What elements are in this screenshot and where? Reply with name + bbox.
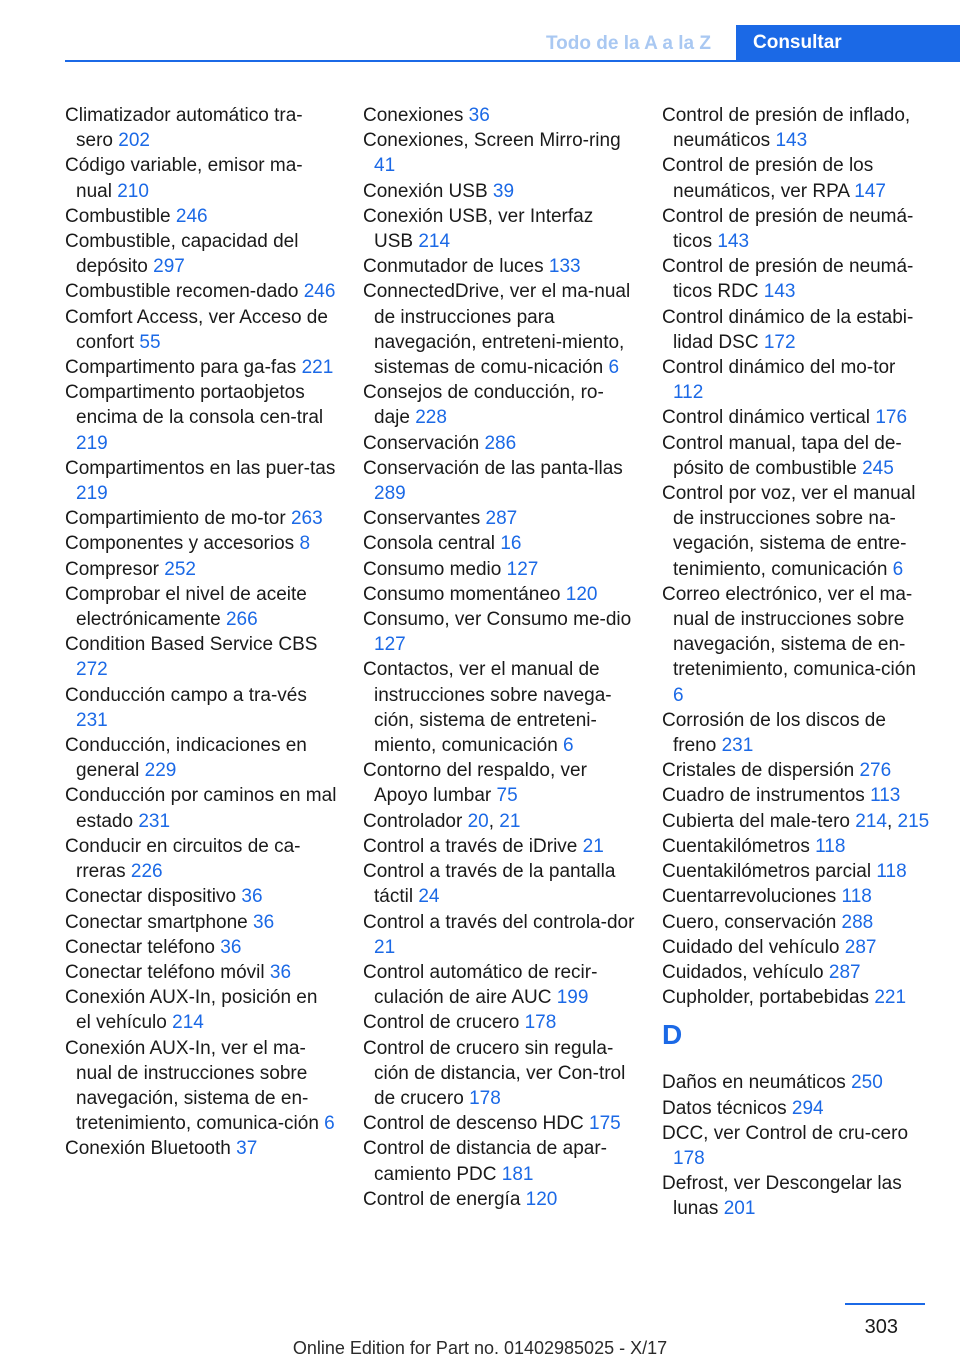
- page-link[interactable]: 172: [763, 331, 796, 353]
- index-entry-text: Contactos, ver el manual de instrucciones sobre navega-ción, sistema de entreteni-miento, comunicación: [363, 659, 612, 757]
- index-letter-heading: D: [662, 1019, 683, 1051]
- index-entry-text: Comprobar el nivel de aceite electrónicamente: [65, 583, 307, 631]
- page-link[interactable]: 39: [492, 180, 515, 202]
- page-link[interactable]: 246: [303, 281, 336, 303]
- page-link[interactable]: 201: [723, 1198, 756, 1220]
- index-entry-text: Control de presión de inflado, neumáticos: [662, 105, 911, 152]
- page-link[interactable]: 221: [874, 987, 907, 1009]
- page-link[interactable]: 21: [582, 835, 604, 857]
- index-entry-text: Conmutador de luces: [363, 256, 544, 278]
- index-entry-text: Control de crucero: [363, 1012, 520, 1034]
- index-entry-text: Conservación de las panta-llas: [363, 457, 623, 479]
- index-entry-text: Cuadro de instrumentos: [662, 785, 865, 807]
- page-link[interactable]: 41: [374, 155, 396, 177]
- index-entry-text: Conservación: [363, 432, 480, 454]
- index-entry: [662, 758, 930, 783]
- page-link[interactable]: 228: [415, 407, 447, 429]
- page-link[interactable]: 21: [374, 936, 396, 958]
- page-link[interactable]: 36: [269, 961, 292, 983]
- index-entry-text: Combustible recomen-dado: [65, 281, 299, 303]
- index-entry: [662, 204, 930, 254]
- index-entry: [662, 960, 930, 985]
- page-link[interactable]: 143: [763, 281, 796, 303]
- index-entry: [662, 1096, 930, 1121]
- page-link[interactable]: 127: [506, 558, 539, 580]
- index-entry-text: Controlador: [363, 810, 463, 832]
- page-link[interactable]: 289: [374, 483, 406, 505]
- page-link[interactable]: 229: [144, 760, 177, 782]
- tab-consultar-label: Consultar: [753, 32, 842, 53]
- index-entry: [662, 103, 930, 153]
- index-entry-text: Control de energía: [363, 1188, 521, 1210]
- index-entry: [363, 1136, 635, 1186]
- index-entry: [363, 557, 635, 582]
- section-title[interactable]: Todo de la A a la Z: [545, 33, 711, 54]
- index-entry-text: Conducción, indicaciones en general: [65, 735, 307, 782]
- index-entry-text: Conexión AUX-In, posición en el vehículo: [65, 987, 318, 1034]
- index-entry-text: Conexiones: [363, 105, 464, 126]
- index-entry-text: DCC, ver Control de cru-cero: [662, 1122, 909, 1144]
- index-entry-text: Conexión Bluetooth: [65, 1138, 231, 1160]
- index-entry-text: Conexión USB: [363, 180, 488, 202]
- page-link[interactable]: 272: [76, 659, 108, 681]
- index-entry: [65, 960, 337, 985]
- index-entry: [363, 103, 635, 128]
- page-link[interactable]: 219: [76, 432, 108, 454]
- page-link[interactable]: 6: [673, 684, 684, 706]
- page-link[interactable]: 287: [844, 936, 877, 958]
- index-entry: [363, 456, 635, 506]
- index-entry: [65, 229, 337, 279]
- page-link[interactable]: 219: [76, 483, 108, 505]
- index-entry: [363, 607, 635, 657]
- index-entry-text: Condition Based Service CBS: [65, 634, 318, 656]
- page-link[interactable]: 36: [468, 105, 490, 126]
- page-link[interactable]: 118: [815, 835, 846, 857]
- index-entry: [662, 1171, 930, 1221]
- index-entry: [65, 1036, 337, 1137]
- index-entry-text: Cristales de dispersión: [662, 760, 855, 782]
- index-entry: Cubierta del male-tero 214, 215: [662, 810, 930, 832]
- index-entry-text: Compartimiento de mo-tor: [65, 508, 286, 530]
- page-link[interactable]: 118: [876, 861, 907, 883]
- page-link[interactable]: 112: [673, 382, 704, 404]
- index-entry: [662, 153, 930, 203]
- page-link[interactable]: 181: [501, 1163, 534, 1185]
- page-link[interactable]: 6: [892, 558, 904, 580]
- index-entry: [65, 456, 337, 506]
- index-entry-text: ConnectedDrive, ver el ma-nual de instrucciones para navegación, entreteni-miento, sistemas de comu-nicación: [363, 281, 631, 379]
- index-entry-text: Control automático de recir-culación de aire AUC: [363, 961, 598, 1009]
- index-entry-text: Control a través de la pantalla táctil: [363, 861, 616, 908]
- page-link[interactable]: 287: [828, 961, 861, 983]
- index-entry-text: Conservantes: [363, 508, 481, 530]
- page-link[interactable]: 288: [841, 911, 874, 933]
- page-link[interactable]: 21: [499, 810, 521, 832]
- page-link[interactable]: 210: [117, 180, 149, 202]
- page-link[interactable]: 276: [859, 760, 892, 782]
- index-entry-text: Combustible: [65, 205, 171, 227]
- index-entry: [65, 733, 337, 783]
- index-entry: [363, 531, 635, 556]
- page-link[interactable]: 250: [851, 1072, 883, 1094]
- index-entry-text: Conectar teléfono móvil: [65, 961, 265, 983]
- page-link[interactable]: 176: [875, 407, 908, 429]
- index-entry-text: Conducción por caminos en mal estado: [65, 785, 337, 832]
- page-link[interactable]: 6: [324, 1113, 335, 1135]
- index-entry-text: Cupholder, portabebidas: [662, 987, 870, 1009]
- page-link[interactable]: 8: [299, 533, 311, 555]
- page-link[interactable]: 120: [565, 583, 598, 605]
- edition-footer: Online Edition for Part no. 01402985025 - X/17: [292, 1338, 668, 1358]
- page-link[interactable]: 113: [870, 785, 901, 807]
- page-link[interactable]: 36: [253, 911, 275, 933]
- page-link[interactable]: 202: [118, 130, 150, 152]
- index-entry-text: Cuero, conservación: [662, 911, 837, 933]
- page-link[interactable]: 175: [589, 1113, 621, 1135]
- index-entry-text: Control de presión de neumá-ticos RDC: [662, 256, 914, 303]
- index-entry-text: Control a través de iDrive: [363, 835, 578, 857]
- index-entry: [363, 1111, 635, 1136]
- index-entry: [65, 506, 337, 531]
- index-entry-text: Contorno del respaldo, ver Apoyo lumbar: [363, 760, 587, 807]
- index-entry: [662, 884, 930, 909]
- page-link[interactable]: 231: [721, 735, 754, 757]
- page-link[interactable]: 36: [220, 936, 242, 958]
- index-entry: [65, 910, 337, 935]
- index-entry: [363, 960, 635, 1010]
- index-entry-text: Corrosión de los discos de freno: [662, 709, 886, 757]
- index-entry: [662, 834, 930, 859]
- page-link[interactable]: 214: [418, 231, 451, 253]
- index-entry: [662, 910, 930, 935]
- page-link[interactable]: 178: [469, 1087, 501, 1109]
- page-link[interactable]: 147: [854, 180, 886, 202]
- index-entry-text: Conectar smartphone: [65, 911, 248, 933]
- index-entry: [662, 305, 930, 355]
- index-entry-text: Control manual, tapa del de-pósito de combustible: [662, 432, 902, 479]
- index-entry: [363, 506, 635, 531]
- index-entry-text: Compresor: [65, 558, 159, 580]
- page-link[interactable]: 24: [418, 886, 440, 908]
- index-entry-text: Control a través del controla-dor: [363, 911, 635, 933]
- page-link[interactable]: 75: [496, 785, 518, 807]
- page-link[interactable]: 297: [153, 256, 185, 278]
- page-link[interactable]: 127: [374, 634, 406, 656]
- index-entry-text: Conducir en circuitos de ca-rreras: [65, 835, 301, 883]
- page-link[interactable]: 231: [138, 810, 171, 832]
- index-entry: [65, 531, 337, 556]
- index-entry-text: Conexión AUX-In, ver el ma-nual de instrucciones sobre navegación, sistema de en-tretenimiento, comunica-ción: [65, 1037, 319, 1135]
- page-link[interactable]: 120: [525, 1188, 558, 1210]
- page-link[interactable]: 143: [717, 231, 750, 253]
- index-entry-text: Control de presión de los neumáticos, ver RPA: [662, 155, 874, 202]
- page-link[interactable]: 286: [484, 432, 517, 454]
- index-entry-text: Consejos de conducción, ro-daje: [363, 382, 604, 429]
- index-entry: [363, 859, 635, 909]
- page-link[interactable]: 6: [608, 357, 620, 379]
- index-entry: [65, 1136, 337, 1161]
- index-entry-text: Combustible, capacidad del depósito: [65, 231, 299, 278]
- index-entry: [363, 128, 635, 178]
- index-entry: [363, 834, 635, 859]
- index-entry: [65, 985, 337, 1035]
- page-link[interactable]: 252: [164, 558, 196, 580]
- index-entry: [363, 279, 635, 380]
- index-entry: [65, 632, 337, 682]
- index-entry: [662, 783, 930, 808]
- index-entry-text: Componentes y accesorios: [65, 533, 295, 555]
- page-link[interactable]: 199: [556, 987, 589, 1009]
- index-entry-text: Consola central: [363, 533, 496, 555]
- index-entry-text: Cuidado del vehículo: [662, 936, 840, 958]
- index-entry-text: Control de descenso HDC: [363, 1113, 584, 1135]
- index-entry: [65, 380, 337, 456]
- index-entry: [662, 935, 930, 960]
- page-link[interactable]: 133: [548, 256, 581, 278]
- page-link[interactable]: 143: [775, 130, 808, 152]
- index-entry-text: Consumo, ver Consumo me-dio: [363, 609, 632, 631]
- page-link[interactable]: 266: [225, 609, 258, 631]
- index-entry-text: Comfort Access, ver Acceso de confort: [65, 306, 328, 353]
- page-link[interactable]: 16: [500, 533, 522, 555]
- index-entry: [65, 153, 337, 203]
- index-entry: Controlador 20, 21: [363, 810, 521, 832]
- page-link[interactable]: 287: [485, 508, 518, 530]
- index-column-1: [65, 103, 337, 1162]
- index-entry-text: Control por voz, ver el manual de instrucciones sobre na-vegación, sistema de entre-tenimiento, comunicación: [662, 483, 916, 580]
- index-entry-text: Datos técnicos: [662, 1097, 787, 1119]
- index-entry: [662, 1070, 930, 1095]
- page-header: [65, 25, 960, 62]
- index-entry: [363, 1010, 635, 1035]
- index-entry: [363, 179, 635, 204]
- index-entry: [662, 254, 930, 304]
- index-entry: [65, 935, 337, 960]
- index-entry: [662, 405, 930, 430]
- page-link[interactable]: 226: [130, 861, 163, 883]
- index-entry: [363, 1036, 635, 1112]
- page-link[interactable]: 294: [791, 1097, 824, 1119]
- index-entry-text: Climatizador automático tra-sero: [65, 105, 303, 152]
- index-entry-text: Consumo medio: [363, 558, 502, 580]
- index-entry: [662, 708, 930, 758]
- index-entry: [65, 103, 337, 153]
- index-entry: [65, 834, 337, 884]
- page-number: 303: [864, 1316, 898, 1338]
- index-entry-text: Control dinámico del mo-tor: [662, 357, 896, 379]
- index-entry: [662, 985, 930, 1010]
- index-entry-text: Conectar dispositivo: [65, 886, 237, 908]
- index-column-3: [662, 103, 930, 1222]
- index-entry-text: Correo electrónico, ver el ma-nual de instrucciones sobre navegación, sistema de en-tretenimiento, comunica-ción: [662, 583, 916, 681]
- page-link[interactable]: 221: [301, 357, 334, 379]
- index-entry-text: Conectar teléfono: [65, 936, 215, 958]
- index-entry-text: Defrost, ver Descongelar las lunas: [662, 1173, 902, 1220]
- index-entry: [662, 355, 930, 405]
- index-entry-text: Control de distancia de apar-camiento PDC: [363, 1138, 607, 1185]
- index-entry: [662, 481, 930, 582]
- index-entry-text: Control dinámico vertical: [662, 407, 871, 429]
- index-entry: [363, 380, 635, 430]
- index-column-2: [363, 103, 635, 1212]
- index-entry: [363, 431, 635, 456]
- index-entry: [363, 910, 635, 960]
- index-entry: [662, 431, 930, 481]
- page-link[interactable]: 231: [76, 709, 108, 731]
- tab-consultar[interactable]: [736, 25, 960, 60]
- index-entry-text: Control de crucero sin regula-ción de distancia, ver Con-trol de crucero: [363, 1037, 626, 1109]
- index-entry: [662, 582, 930, 708]
- index-entry-text: Control dinámico de la estabi-lidad DSC: [662, 306, 914, 353]
- index-entry-text: Conducción campo a tra-vés: [65, 684, 307, 706]
- page-link[interactable]: 215: [897, 810, 930, 832]
- index-entry: [363, 758, 635, 808]
- page-link[interactable]: 36: [241, 886, 263, 908]
- index-entry: [65, 884, 337, 909]
- index-entry: [65, 355, 337, 380]
- index-entry-text: Cuentakilómetros parcial: [662, 861, 872, 883]
- index-entry: [363, 1187, 635, 1212]
- index-entry: [65, 557, 337, 582]
- index-entry-text: Compartimento para ga-fas: [65, 357, 297, 379]
- page-link[interactable]: 214: [172, 1012, 204, 1034]
- page-link[interactable]: 20: [467, 810, 489, 832]
- index-entry: [662, 859, 930, 884]
- page-link[interactable]: 55: [139, 331, 161, 353]
- index-entry: [65, 582, 337, 632]
- index-entry: [363, 582, 635, 607]
- page-link[interactable]: 245: [862, 457, 894, 479]
- page-link[interactable]: 214: [855, 810, 887, 832]
- index-entry: [65, 204, 337, 229]
- index-entry-text: Consumo momentáneo: [363, 583, 561, 605]
- index-entry-text: Daños en neumáticos: [662, 1072, 846, 1094]
- page-link[interactable]: 37: [236, 1138, 258, 1160]
- index-entry-text: Compartimentos en las puer-tas: [65, 457, 336, 479]
- index-entry: [65, 305, 337, 355]
- page-link[interactable]: 6: [563, 735, 574, 757]
- index-entry: [65, 279, 337, 304]
- page-link[interactable]: 178: [524, 1012, 557, 1034]
- index-entry: [363, 204, 635, 254]
- index-entry: [363, 657, 635, 758]
- index-entry-text: Cuentakilómetros: [662, 835, 810, 857]
- index-entry-text: Control de presión de neumá-ticos: [662, 205, 914, 253]
- index-entry-text: Cuentarrevoluciones: [662, 886, 837, 908]
- page-link[interactable]: 263: [290, 508, 323, 530]
- index-entry: [662, 1121, 930, 1171]
- index-entry: [65, 783, 337, 833]
- index-entry-text: Código variable, emisor ma-nual: [65, 155, 303, 202]
- index-entry-text: Conexiones, Screen Mirro-ring: [363, 130, 621, 152]
- page-link[interactable]: 178: [673, 1147, 705, 1169]
- index-entry: [65, 683, 337, 733]
- index-entry-text: Conexión USB, ver Interfaz USB: [363, 205, 594, 253]
- page-link[interactable]: 246: [175, 205, 208, 227]
- page-link[interactable]: 118: [841, 886, 872, 908]
- index-entry-text: Cuidados, vehículo: [662, 961, 824, 983]
- index-entry-text: Compartimento portaobjetos encima de la consola cen-tral: [65, 382, 324, 429]
- index-entry: [363, 254, 635, 279]
- index-entry-text: Cubierta del male-tero: [662, 810, 850, 832]
- footer-rule: [845, 1303, 925, 1305]
- header-rule: [65, 60, 960, 62]
